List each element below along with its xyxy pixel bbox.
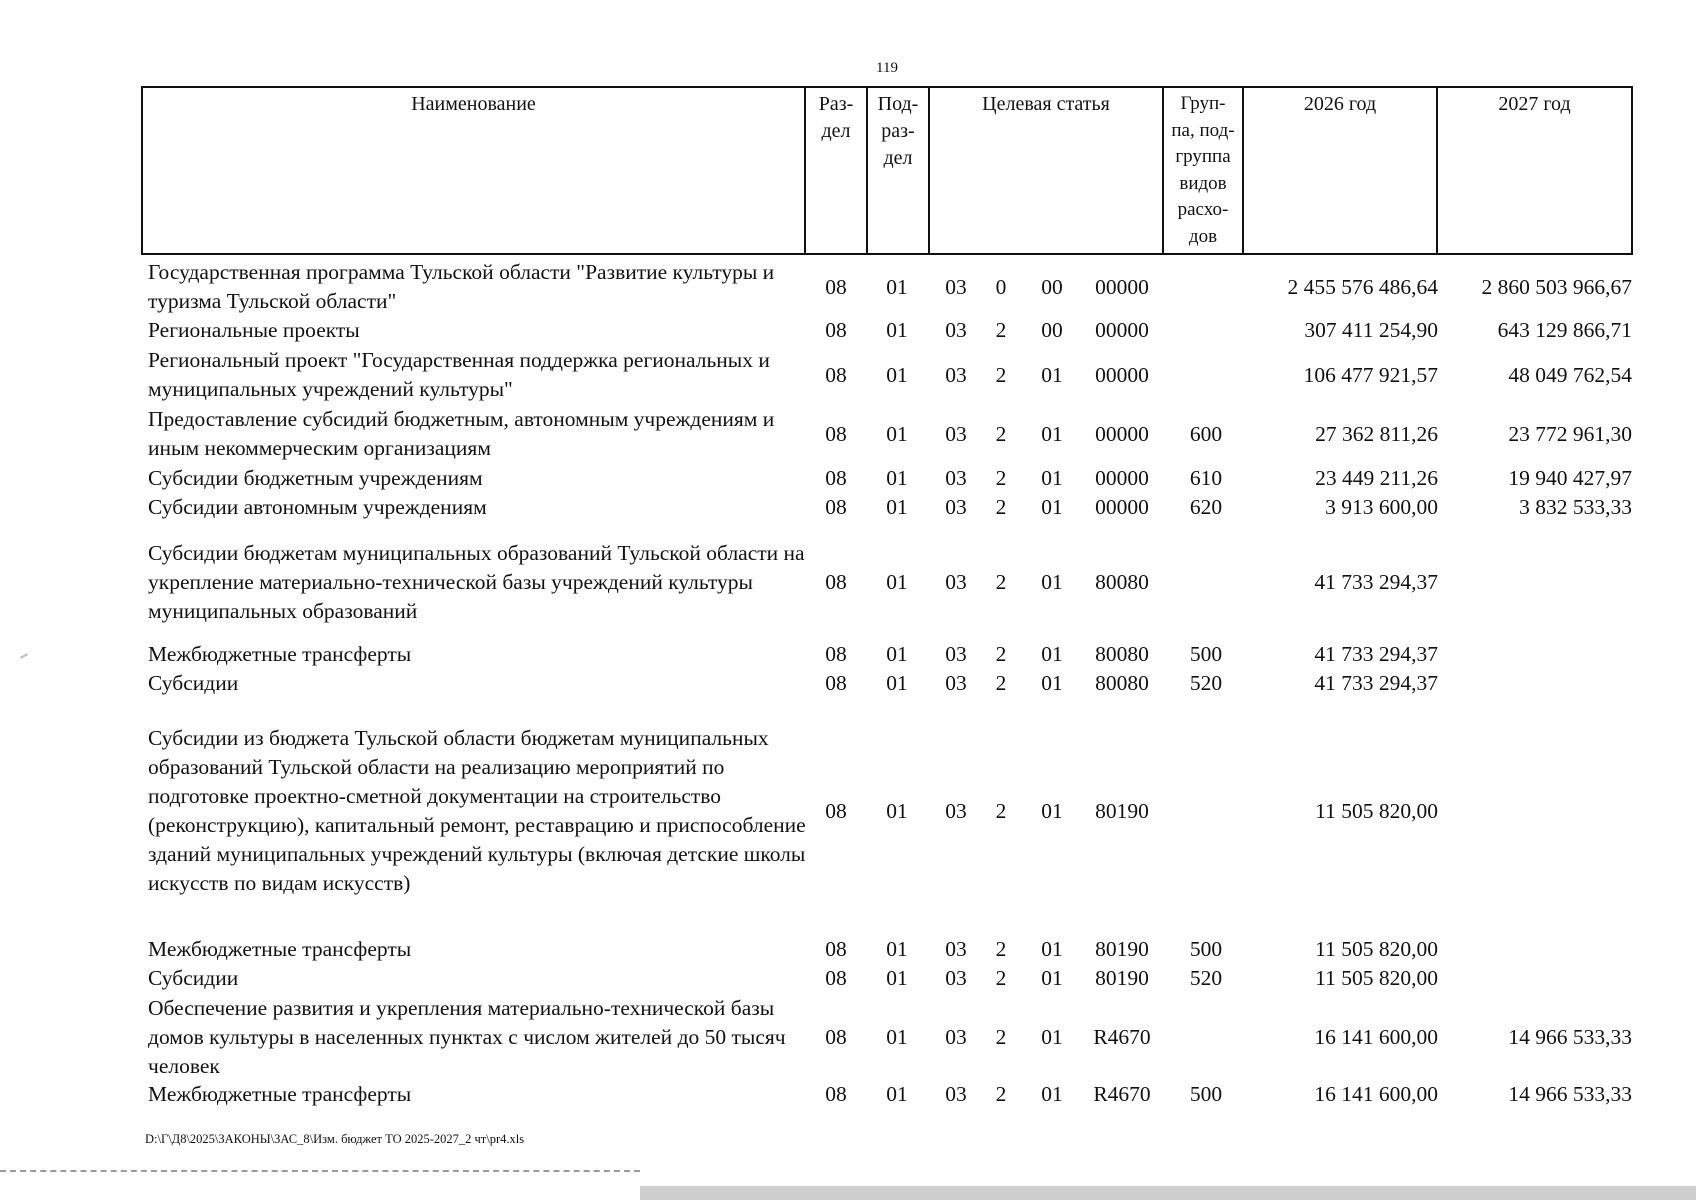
- table-cell-razdel: 08: [825, 798, 847, 823]
- table-cell-target-direction: 2: [995, 494, 1007, 519]
- table-cell-expense-group: 500: [1189, 936, 1223, 961]
- table-cell-2027: [1440, 964, 1632, 992]
- table-cell-2027: 48 049 762,54: [1508, 362, 1632, 387]
- table-row: [0, 493, 1696, 521]
- table-cell-target-code: 00000: [1095, 362, 1149, 387]
- table-cell-2027: [1440, 712, 1632, 910]
- table-cell-target-program: 03: [945, 421, 967, 446]
- table-cell-target-program: 03: [945, 317, 967, 342]
- table-cell-2026: 16 141 600,00: [1314, 1024, 1438, 1049]
- table-row: [0, 316, 1696, 344]
- table-cell-target-direction: 2: [995, 670, 1007, 695]
- table-cell-name: Межбюджетные трансферты: [148, 936, 412, 961]
- table-cell-target-direction: 2: [995, 936, 1007, 961]
- table-cell-target-direction: 2: [995, 1024, 1007, 1049]
- table-cell-target-code: 80080: [1095, 670, 1149, 695]
- table-cell-target-code: 00000: [1095, 465, 1149, 490]
- table-cell-name: Субсидии из бюджета Тульской области бюджетам муниципальных образований Тульской области на реализацию мероприятий по подготовке проектно-сметной документации на строительство (реконструкцию), капитальный ремонт, реставрацию и приспособление зданий муниципальных учреждений культуры (включая детские школы искусств по видам искусств): [148, 726, 806, 895]
- table-cell-expense-group: 500: [1189, 1081, 1223, 1106]
- table-cell-podrazdel: 01: [886, 494, 908, 519]
- table-cell-target-code: 00000: [1095, 274, 1149, 299]
- table-cell-2027: 643 129 866,71: [1497, 317, 1632, 342]
- table-cell-target-subprogram: 01: [1041, 798, 1063, 823]
- table-row: [0, 712, 1696, 910]
- table-cell-podrazdel: 01: [886, 317, 908, 342]
- table-cell-name: Региональные проекты: [148, 317, 360, 342]
- table-cell-expense-group: 520: [1189, 670, 1223, 695]
- table-cell-2026: 11 505 820,00: [1315, 936, 1438, 961]
- table-cell-target-subprogram: 01: [1041, 569, 1063, 594]
- table-cell-2026: 41 733 294,37: [1314, 670, 1438, 695]
- table-cell-2027: [1440, 640, 1632, 668]
- table-cell-2026: 41 733 294,37: [1314, 641, 1438, 666]
- table-cell-2027: [1440, 935, 1632, 963]
- table-cell-expense-group: 500: [1189, 641, 1223, 666]
- table-cell-target-code: 80190: [1095, 965, 1149, 990]
- table-cell-target-direction: 2: [995, 465, 1007, 490]
- table-row: [0, 405, 1696, 463]
- table-cell-target-direction: 2: [995, 421, 1007, 446]
- table-cell-podrazdel: 01: [886, 936, 908, 961]
- table-cell-2027: [1440, 538, 1632, 626]
- table-cell-target-subprogram: 01: [1041, 936, 1063, 961]
- table-cell-target-subprogram: 00: [1041, 274, 1063, 299]
- table-cell-target-direction: 0: [995, 274, 1007, 299]
- table-cell-expense-group: [1172, 994, 1240, 1080]
- table-cell-target-subprogram: 01: [1041, 1081, 1063, 1106]
- page-number: 119: [876, 60, 898, 76]
- table-cell-podrazdel: 01: [886, 1024, 908, 1049]
- table-cell-expense-group: [1172, 538, 1240, 626]
- table-cell-target-program: 03: [945, 569, 967, 594]
- table-cell-podrazdel: 01: [886, 641, 908, 666]
- table-cell-expense-group: 610: [1189, 465, 1223, 490]
- header-target-article: Целевая статья: [930, 88, 1164, 253]
- table-cell-podrazdel: 01: [886, 670, 908, 695]
- table-cell-target-subprogram: 01: [1041, 362, 1063, 387]
- table-cell-name: Предоставление субсидий бюджетным, автономным учреждениям и иным некоммерческим организациям: [148, 407, 775, 460]
- table-cell-target-code: 00000: [1095, 421, 1149, 446]
- table-row: [0, 994, 1696, 1080]
- table-cell-target-program: 03: [945, 641, 967, 666]
- table-cell-target-program: 03: [945, 494, 967, 519]
- table-cell-name: Субсидии автономным учреждениям: [148, 494, 487, 519]
- table-cell-2027: 2 860 503 966,67: [1481, 274, 1632, 299]
- table-cell-target-program: 03: [945, 1024, 967, 1049]
- table-cell-target-code: R4670: [1093, 1024, 1151, 1049]
- table-cell-2026: 41 733 294,37: [1314, 569, 1438, 594]
- table-cell-target-program: 03: [945, 362, 967, 387]
- table-cell-name: Межбюджетные трансферты: [148, 641, 412, 666]
- table-cell-razdel: 08: [825, 465, 847, 490]
- table-cell-razdel: 08: [825, 421, 847, 446]
- table-cell-target-code: 00000: [1095, 317, 1149, 342]
- table-cell-expense-group: 620: [1189, 494, 1223, 519]
- table-cell-razdel: 08: [825, 569, 847, 594]
- table-cell-2027: 14 966 533,33: [1508, 1024, 1632, 1049]
- header-2027: 2027 год: [1498, 93, 1571, 115]
- table-cell-target-direction: 2: [995, 1081, 1007, 1106]
- table-cell-target-code: 80080: [1095, 641, 1149, 666]
- table-cell-name: Региональный проект "Государственная поддержка региональных и муниципальных учреждений культуры": [148, 348, 770, 401]
- table-cell-target-program: 03: [945, 670, 967, 695]
- table-cell-razdel: 08: [825, 362, 847, 387]
- table-cell-target-code: 80190: [1095, 936, 1149, 961]
- table-cell-razdel: 08: [825, 494, 847, 519]
- table-cell-target-subprogram: 01: [1041, 670, 1063, 695]
- table-cell-razdel: 08: [825, 936, 847, 961]
- table-cell-target-program: 03: [945, 936, 967, 961]
- table-cell-target-direction: 2: [995, 965, 1007, 990]
- table-header: [141, 86, 1633, 255]
- table-cell-2026: 16 141 600,00: [1314, 1081, 1438, 1106]
- table-cell-target-program: 03: [945, 965, 967, 990]
- table-cell-2026: 27 362 811,26: [1315, 421, 1438, 446]
- table-cell-target-code: 80190: [1095, 798, 1149, 823]
- table-row: [0, 669, 1696, 697]
- table-cell-target-direction: 2: [995, 798, 1007, 823]
- table-cell-podrazdel: 01: [886, 798, 908, 823]
- table-cell-2027: 14 966 533,33: [1508, 1081, 1632, 1106]
- table-cell-2027: 19 940 427,97: [1508, 465, 1632, 490]
- table-cell-target-subprogram: 01: [1041, 641, 1063, 666]
- table-cell-razdel: 08: [825, 317, 847, 342]
- table-cell-name: Государственная программа Тульской области "Развитие культуры и туризма Тульской области": [148, 260, 775, 313]
- header-razdel: Раз- дел: [806, 88, 868, 253]
- table-cell-target-direction: 2: [995, 362, 1007, 387]
- table-row: [0, 964, 1696, 992]
- header-podrazdel: Под- раз- дел: [868, 88, 930, 253]
- table-cell-target-subprogram: 01: [1041, 1024, 1063, 1049]
- table-cell-razdel: 08: [825, 1081, 847, 1106]
- table-cell-2026: 11 505 820,00: [1315, 798, 1438, 823]
- table-cell-name: Субсидии: [148, 670, 239, 695]
- table-cell-name: Обеспечение развития и укрепления материально-технической базы домов культуры в населенных пунктах с числом жителей до 50 тысяч человек: [148, 995, 786, 1078]
- table-cell-target-program: 03: [945, 465, 967, 490]
- table-cell-target-subprogram: 01: [1041, 465, 1063, 490]
- table-cell-target-direction: 2: [995, 569, 1007, 594]
- table-cell-target-code: 80080: [1095, 569, 1149, 594]
- table-cell-name: Межбюджетные трансферты: [148, 1081, 412, 1106]
- table-cell-target-program: 03: [945, 274, 967, 299]
- table-cell-razdel: 08: [825, 965, 847, 990]
- table-cell-expense-group: [1172, 346, 1240, 404]
- table-cell-2026: 106 477 921,57: [1303, 362, 1438, 387]
- table-cell-razdel: 08: [825, 670, 847, 695]
- table-cell-target-direction: 2: [995, 317, 1007, 342]
- table-cell-2026: 2 455 576 486,64: [1287, 274, 1438, 299]
- table-cell-podrazdel: 01: [886, 465, 908, 490]
- table-cell-target-subprogram: 01: [1041, 421, 1063, 446]
- table-cell-target-subprogram: 01: [1041, 965, 1063, 990]
- scan-dash-line: [0, 1170, 640, 1172]
- table-cell-target-direction: 2: [995, 641, 1007, 666]
- table-cell-podrazdel: 01: [886, 274, 908, 299]
- table-cell-expense-group: 600: [1189, 421, 1223, 446]
- table-cell-2027: 3 832 533,33: [1519, 494, 1632, 519]
- table-cell-target-code: R4670: [1093, 1081, 1151, 1106]
- table-cell-2026: 23 449 211,26: [1315, 465, 1438, 490]
- table-cell-podrazdel: 01: [886, 569, 908, 594]
- table-cell-razdel: 08: [825, 641, 847, 666]
- table-cell-target-code: 00000: [1095, 494, 1149, 519]
- table-cell-razdel: 08: [825, 274, 847, 299]
- table-cell-target-program: 03: [945, 1081, 967, 1106]
- table-cell-name: Субсидии бюджетным учреждениям: [148, 465, 483, 490]
- table-row: [0, 935, 1696, 963]
- table-cell-2027: [1440, 669, 1632, 697]
- table-cell-name: Субсидии: [148, 965, 239, 990]
- footer-file-path: D:\Г\Д8\2025\ЗАКОНЫ\ЗАС_8\Изм. бюджет ТО 2025-2027_2 чт\pr4.xls: [145, 1132, 525, 1146]
- table-cell-expense-group: [1172, 712, 1240, 910]
- table-cell-razdel: 08: [825, 1024, 847, 1049]
- header-2026: 2026 год: [1244, 88, 1438, 253]
- table-row: [0, 464, 1696, 492]
- scan-edge: [640, 1186, 1696, 1200]
- header-expense-group: Груп- па, под- группа видов расхо- дов: [1164, 88, 1244, 253]
- table-cell-expense-group: [1172, 258, 1240, 316]
- table-row: [0, 1080, 1696, 1108]
- table-cell-podrazdel: 01: [886, 1081, 908, 1106]
- table-cell-2026: 11 505 820,00: [1315, 965, 1438, 990]
- table-cell-podrazdel: 01: [886, 421, 908, 446]
- table-cell-2027: 23 772 961,30: [1508, 421, 1632, 446]
- table-cell-target-subprogram: 00: [1041, 317, 1063, 342]
- table-cell-name: Субсидии бюджетам муниципальных образований Тульской области на укрепление материально-технической базы учреждений культуры муниципальных образований: [148, 540, 805, 623]
- table-row: [0, 346, 1696, 404]
- table-row: [0, 538, 1696, 626]
- table-cell-2026: 3 913 600,00: [1325, 494, 1438, 519]
- table-cell-target-program: 03: [945, 798, 967, 823]
- table-cell-expense-group: 520: [1189, 965, 1223, 990]
- table-cell-expense-group: [1172, 316, 1240, 344]
- header-name: Наименование: [143, 88, 806, 253]
- table-cell-2026: 307 411 254,90: [1304, 317, 1438, 342]
- table-cell-target-subprogram: 01: [1041, 494, 1063, 519]
- table-row: [0, 640, 1696, 668]
- table-row: [0, 258, 1696, 316]
- table-cell-podrazdel: 01: [886, 965, 908, 990]
- table-cell-podrazdel: 01: [886, 362, 908, 387]
